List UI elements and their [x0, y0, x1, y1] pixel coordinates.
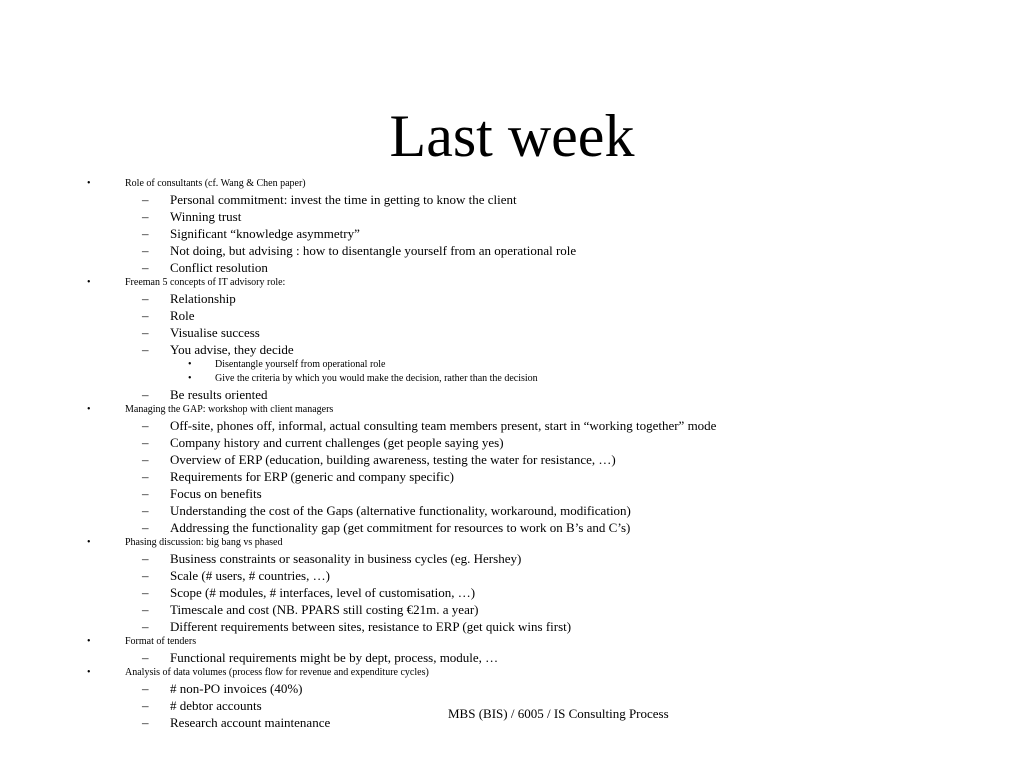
bullet-text: Timescale and cost (NB. PPARS still costing €21m. a year) [170, 602, 479, 617]
bullet-text: Business constraints or seasonality in business cycles (eg. Hershey) [170, 551, 522, 566]
bullet-text: Disentangle yourself from operational role [215, 359, 386, 370]
dash-marker: – [142, 551, 149, 566]
dash-marker: – [142, 619, 149, 634]
bullet-text: Role of consultants (cf. Wang & Chen paper) [125, 178, 306, 189]
sub-bullet-item [0, 242, 1024, 259]
dash-marker: – [142, 469, 149, 484]
sub-bullet-item [0, 680, 1024, 697]
dash-marker: – [142, 418, 149, 433]
dash-marker: – [142, 715, 149, 730]
dash-marker: – [142, 325, 149, 340]
bullet-text: Understanding the cost of the Gaps (alternative functionality, workaround, modification) [170, 503, 631, 518]
bullet-text: Different requirements between sites, resistance to ERP (get quick wins first) [170, 619, 572, 634]
bullet-text: Analysis of data volumes (process flow for revenue and expenditure cycles) [125, 667, 429, 678]
bullet-item [0, 536, 1024, 550]
bullet-text: Personal commitment: invest the time in getting to know the client [170, 192, 517, 207]
bullet-marker: • [87, 667, 91, 678]
bullet-text: You advise, they decide [170, 342, 294, 357]
dash-marker: – [142, 435, 149, 450]
sub-bullet-item [0, 307, 1024, 324]
dash-marker: – [142, 226, 149, 241]
dash-marker: – [142, 520, 149, 535]
bullet-text: Be results oriented [170, 387, 268, 402]
dash-marker: – [142, 209, 149, 224]
dash-marker: – [142, 681, 149, 696]
bullet-item [0, 276, 1024, 290]
bullet-text: Conflict resolution [170, 260, 268, 275]
bullet-text: Visualise success [170, 325, 260, 340]
bullet-text: Winning trust [170, 209, 242, 224]
bullet-text: Freeman 5 concepts of IT advisory role: [125, 277, 286, 288]
bullet-text: Requirements for ERP (generic and company specific) [170, 469, 454, 484]
sub-bullet-item [0, 259, 1024, 276]
bullet-text: Addressing the functionality gap (get commitment for resources to work on B’s and C’s) [170, 520, 631, 535]
sub-bullet-item [0, 225, 1024, 242]
bullet-text: Functional requirements might be by dept, process, module, … [170, 650, 499, 665]
sub-bullet-item [0, 649, 1024, 666]
bullet-item [0, 635, 1024, 649]
sub-bullet-item [0, 567, 1024, 584]
dash-marker: – [142, 387, 149, 402]
sub-bullet-item [0, 601, 1024, 618]
dash-marker: – [142, 192, 149, 207]
bullet-marker: • [87, 277, 91, 288]
bullet-text: Significant “knowledge asymmetry” [170, 226, 360, 241]
dash-marker: – [142, 452, 149, 467]
bullet-marker: • [188, 359, 192, 370]
dash-marker: – [142, 698, 149, 713]
sub-bullet-item [0, 502, 1024, 519]
bullet-marker: • [188, 373, 192, 384]
bullet-text: Overview of ERP (education, building awareness, testing the water for resistance, …) [170, 452, 616, 467]
dash-marker: – [142, 260, 149, 275]
bullet-marker: • [87, 404, 91, 415]
sub-bullet-item [0, 324, 1024, 341]
sub-bullet-item [0, 584, 1024, 601]
sub-bullet-item [0, 417, 1024, 434]
bullet-text: Scope (# modules, # interfaces, level of customisation, …) [170, 585, 476, 600]
bullet-marker: • [87, 636, 91, 647]
bullet-item [0, 666, 1024, 680]
dash-marker: – [142, 243, 149, 258]
bullet-text: Relationship [170, 291, 236, 306]
sub-bullet-item [0, 451, 1024, 468]
sub-bullet-item [0, 208, 1024, 225]
bullet-text: Research account maintenance [170, 715, 331, 730]
sub-bullet-item [0, 618, 1024, 635]
bullet-item [0, 403, 1024, 417]
sub-bullet-item [0, 386, 1024, 403]
sub-sub-bullet-item [0, 372, 1024, 386]
bullet-text: # non-PO invoices (40%) [170, 681, 303, 696]
bullet-marker: • [87, 537, 91, 548]
bullet-list [0, 177, 1024, 731]
bullet-marker: • [87, 178, 91, 189]
bullet-text: Company history and current challenges (get people saying yes) [170, 435, 504, 450]
bullet-text: Off-site, phones off, informal, actual consulting team members present, start in “working together” mode [170, 418, 717, 433]
bullet-text: Scale (# users, # countries, …) [170, 568, 330, 583]
sub-bullet-item [0, 191, 1024, 208]
bullet-item [0, 177, 1024, 191]
dash-marker: – [142, 503, 149, 518]
slide-footer: MBS (BIS) / 6005 / IS Consulting Process [448, 706, 669, 721]
bullet-text: Format of tenders [125, 636, 197, 647]
sub-bullet-item [0, 550, 1024, 567]
sub-bullet-item [0, 341, 1024, 358]
sub-bullet-item [0, 485, 1024, 502]
sub-bullet-item [0, 290, 1024, 307]
dash-marker: – [142, 602, 149, 617]
bullet-text: # debtor accounts [170, 698, 262, 713]
dash-marker: – [142, 486, 149, 501]
bullet-text: Focus on benefits [170, 486, 262, 501]
bullet-text: Role [170, 308, 195, 323]
slide-title: Last week [389, 103, 635, 169]
dash-marker: – [142, 568, 149, 583]
sub-sub-bullet-item [0, 358, 1024, 372]
bullet-text: Managing the GAP: workshop with client managers [125, 404, 334, 415]
sub-bullet-item [0, 434, 1024, 451]
dash-marker: – [142, 342, 149, 357]
bullet-text: Not doing, but advising : how to disentangle yourself from an operational role [170, 243, 577, 258]
sub-bullet-item [0, 468, 1024, 485]
bullet-text: Give the criteria by which you would make the decision, rather than the decision [215, 373, 538, 384]
dash-marker: – [142, 291, 149, 306]
bullet-text: Phasing discussion: big bang vs phased [125, 537, 283, 548]
dash-marker: – [142, 308, 149, 323]
sub-bullet-item [0, 519, 1024, 536]
dash-marker: – [142, 650, 149, 665]
dash-marker: – [142, 585, 149, 600]
